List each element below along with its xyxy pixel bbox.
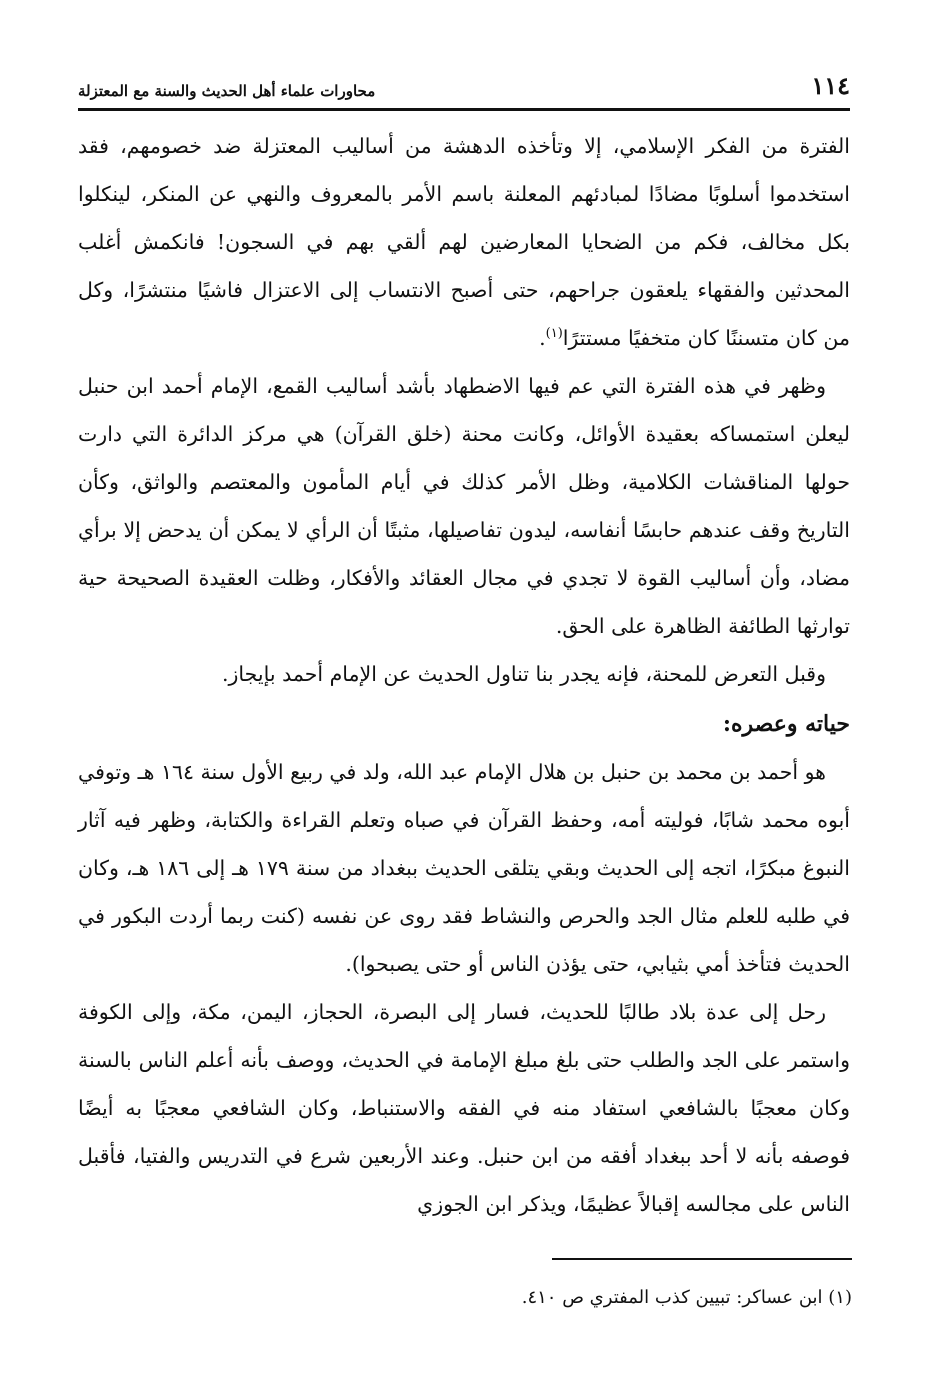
header-rule bbox=[78, 108, 850, 111]
running-title: محاورات علماء أهل الحديث والسنة مع المعتزلة bbox=[78, 82, 376, 100]
paragraph-2: وظهر في هذه الفترة التي عم فيها الاضطهاد بأشد أساليب القمع، الإمام أحمد ابن حنبل ليعلن استمساكه بعقيدة الأوائل، وكانت محنة (خلق القرآن) هي مركز الدائرة التي دارت حولها المناقشات الكلامية، وظل الأمر كذلك في أيام المأمون والمعتصم والواثق، وكأن التاريخ وقف عندهم حابسًا أنفاسه، ليدون تفاصيلها، مثبتًا أن الرأي لا يمكن أن يدحض إلا برأي مضاد، وأن أساليب القوة لا تجدي في مجال العقائد والأفكار، وظلت العقيدة الصحيحة حية توارثها الطائفة الظاهرة على الحق. bbox=[78, 374, 850, 638]
section-heading: حياته وعصره: bbox=[722, 711, 850, 737]
paragraph-5: رحل إلى عدة بلاد طالبًا للحديث، فسار إلى البصرة، الحجاز، اليمن، مكة، وإلى الكوفة واستمر على الجد والطلب حتى بلغ مبلغ الإمامة في الحديث، ووصف بأنه أعلم الناس بالسنة وكان معجبًا بالشافعي استفاد منه في الفقه والاستنباط، وكان الشافعي معجبًا به أيضًا فوصفه بأنه لا أحد ببغداد أفقه من ابن حنبل. وعند الأربعين شرع في التدريس والفتيا، فأقبل الناس على مجالسه إقبالاً عظيمًا، ويذكر ابن الجوزي bbox=[78, 1000, 850, 1216]
footnote: (١) ابن عساكر: تبيين كذب المفتري ص ٤١٠. bbox=[521, 1287, 852, 1308]
footnote-reference: (١) bbox=[545, 326, 563, 342]
main-text bbox=[78, 122, 850, 1228]
paragraph-1 bbox=[78, 122, 850, 362]
page-number: ١١٤ bbox=[811, 71, 850, 100]
paragraph-text: الفترة من الفكر الإسلامي، إلا وتأخذه الدهشة من أساليب المعتزلة ضد خصومهم، فقد استخدموا أسلوبًا مضادًا لمبادئهم المعلنة باسم الأمر بالمعروف والنهي عن المنكر، لينكلوا بكل مخالف، فكم من الضحايا المعارضين لهم ألقي بهم في السجون! فانكمش أغلب المحدثين والفقهاء يلعقون جراحهم، حتى أصبح الانتساب إلى الاعتزال فاشيًا منتشرًا، وكل من كان متسننًا كان متخفيًا مستترًا bbox=[78, 134, 850, 350]
page-header bbox=[78, 70, 850, 100]
paragraph-4: هو أحمد بن محمد بن حنبل بن هلال الإمام عبد الله، ولد في ربيع الأول سنة ١٦٤ هـ وتوفي أبوه محمد شابًا، فوليته أمه، وحفظ القرآن في صباه وتعلم القراءة والكتابة، وظهر فيه آثار النبوغ مبكرًا، اتجه إلى الحديث وبقي يتلقى الحديث ببغداد من سنة ١٧٩ هـ إلى ١٨٦ هـ، وكان في طلبه للعلم مثال الجد والحرص والنشاط فقد روى عن نفسه (كنت ربما أردت البكور في الحديث فتأخذ أمي بثيابي، حتى يؤذن الناس أو حتى يصبحوا). bbox=[78, 760, 850, 976]
paragraph-3: وقبل التعرض للمحنة، فإنه يجدر بنا تناول الحديث عن الإمام أحمد بإيجاز. bbox=[222, 662, 826, 686]
paragraph-tail: . bbox=[539, 326, 546, 350]
footnote-rule bbox=[552, 1258, 852, 1260]
